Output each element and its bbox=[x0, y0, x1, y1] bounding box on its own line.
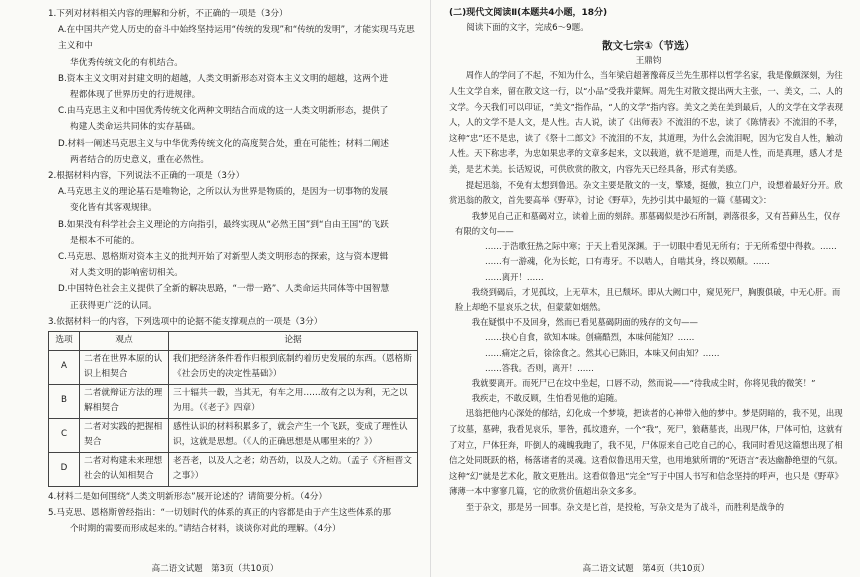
page-footer: 高二语文试题 第3页（共10页） bbox=[151, 564, 279, 574]
option-b: B.如果没有科学社会主义理论的方向指引，最终实现从“必然王国”到“自由王国”的飞跃 bbox=[58, 219, 389, 230]
page-footer: 高二语文试题 第4页（共10页） bbox=[582, 564, 710, 574]
question-4 bbox=[48, 489, 420, 505]
option-c: C.由马克思主义和中国优秀传统文化两种文明结合而成的这一人类文明新形态，提供了 bbox=[58, 106, 389, 117]
essay-title: 散文七宗①（节选） bbox=[602, 40, 695, 53]
row-label: C bbox=[49, 418, 80, 452]
option-b-cont: 程都体现了世界历史的行进规律。 bbox=[70, 90, 201, 101]
evidence-table bbox=[48, 331, 418, 487]
quote-line: 我梦见自己正和墓碣对立，读着上面的刻辞。那墓碣似是沙石所制，剥落很多，又有苔藓丛生，仅存有限的文句—— bbox=[455, 210, 841, 236]
question-3 bbox=[48, 314, 420, 487]
paragraph: 迅翁把他内心深处的郁结，幻化成一个梦境，把读者的心神带入他的梦中。梦是阴暗的，我不见，出现了坟墓，墓碑，我看见哀乐，罪咎，孤坟遗弃，一个“我”，死尸，狼藉墓丧，出现尸体，尸体可怕，这就有了对立，尸体狂奔，吓倒人的魂魄我跑了，我不见，尸体原来自己吃自己的心，我同时看见这篇想出现了相信之处同既跃的格，杨落诸者的灵魂。这看似鲁迅用天堂，也用地狱所谓的“死语言”表达幽静绝望的气氛。这种“幻”就是艺术化，散文更胜出。这看似鲁迅“完全”写于中国人书写和信念坚持的呼声，也只是《野草》薄薄一本中寥寥几篇，它的欣赏价值超出杂文多多。 bbox=[449, 408, 843, 497]
paragraph: 周作人的学问了不起，不知为什么，当年梁启超著豫蒋反兰先生那样以哲学名家，我是像颇深刻，为往人生文学自来，留在散文这一行，以“小品”受我并蒙辉。周先生对散文提出两大主张，一、美文，二、人的文学。今天我们可以印证，“美文”指作品，“人的文学”指内容。美文之美在美到最后，人的文学在文学表现人，人的文学不是人文，是人性。古人说，读了《出师表》不流泪的不忠，读了《陈情表》不流泪的不孝，这种“忠”还不是忠，读了《祭十二郎文》不流泪的不友，其道理，为什么会流泪呢，因为它发自人性，触动人性。天下称忠孝，为忠如果忠孝的文章多起来，文以载道，就不是道理，而是人性，而是真理，感人才是美，是艺术美。长话短说，可供欣赏的散文，内容先天已经具备，形式有美感。 bbox=[449, 70, 843, 174]
question-stem-cont: 个时期的需要而形成起来的。”请结合材料，谈谈你对此的理解。（4分） bbox=[70, 523, 341, 534]
paragraph: 至于杂文，那是另一回事。杂文是匕首，是投枪，写杂文是为了战斗，而胜利是战争的 bbox=[465, 501, 785, 512]
header-option: 选项 bbox=[49, 332, 80, 351]
question-5 bbox=[48, 505, 420, 537]
section-heading: (二)现代文阅读Ⅱ(本题共4小题，18分) bbox=[449, 8, 608, 18]
essay-author: 王鼎钧 bbox=[635, 56, 662, 67]
option-d-cont: 正获得更广泛的认同。 bbox=[70, 300, 157, 311]
table-row bbox=[49, 384, 418, 418]
option-d: D.材料一阐述马克思主义与中华优秀传统文化的高度契合处，重在可能性；材料二阐述 bbox=[58, 138, 389, 149]
option-b: B.资本主义文明对封建文明的超越，人类文明新形态对资本主义文明的超越，这两个进 bbox=[58, 73, 389, 84]
quote-line: ……于浩歌狂热之际中寒；于天上看见深渊。于一切眼中看见无所有；于无所希望中得救。…… bbox=[485, 241, 837, 252]
question-stem: 3.依据材料一的内容，下列选项中的论据不能支撑观点的一项是（3分） bbox=[48, 316, 323, 327]
option-a: A.在中国共产党人历史的奋斗中始终坚持运用“传统的发现”和“传统的发明”，才能实现马克思主义和中 bbox=[58, 25, 415, 52]
question-2 bbox=[48, 168, 420, 314]
option-d-cont: 两者结合的历史意义，重在必然性。 bbox=[70, 154, 209, 165]
row-view: 二者对构建未来理想社会的认知相契合 bbox=[80, 452, 169, 486]
option-d: D.中国特色社会主义提供了全新的解决思路，“一带一路”、人类命运共同体等中国智慧 bbox=[58, 284, 390, 295]
table-header-row bbox=[49, 332, 418, 351]
option-c-cont: 对人类文明的影响密切相关。 bbox=[70, 268, 183, 279]
paragraph: 提起迅翁，不免有太想到鲁迅。杂文主要是散文的一支，擎矮，挺傲，独立门户，设想着最好分开。欣赏迅翁的散文，首先要高举《野草》，讨论《野草》，先抄引其中最短的一篇《墓碣文》： bbox=[449, 179, 843, 206]
row-evidence: 三十辐共一毂，当其无，有车之用……故有之以为利，无之以为用。（《老子》四章） bbox=[169, 384, 418, 418]
table-row bbox=[49, 452, 418, 486]
page-right bbox=[430, 0, 860, 577]
option-c-cont: 构建人类命运共同体的实存基础。 bbox=[70, 122, 201, 133]
question-stem: 1.下列对材料相关内容的理解和分析，不正确的一项是（3分） bbox=[48, 9, 288, 19]
quote-line: ……答我。否则，离开！…… bbox=[485, 362, 594, 373]
question-stem: 2.根据材料内容，下列说法不正确的一项是（3分） bbox=[48, 171, 245, 182]
quote-line: ……抉心自食，欲知本味。创痛酷烈，本味何能知？…… bbox=[485, 332, 695, 343]
question-stem: 4.材料二是如何围绕“人类文明新形态”展开论述的？请简要分析。（4分） bbox=[48, 491, 328, 502]
table-row bbox=[49, 418, 418, 452]
row-label: B bbox=[49, 384, 80, 418]
quote-line: ……有一游魂，化为长蛇，口有毒牙。不以啮人，自啮其身，终以殒颠。…… bbox=[485, 256, 770, 267]
quote-line: ……痛定之后，徐徐食之。然其心已陈旧，本味又何由知？…… bbox=[485, 347, 720, 358]
table-row bbox=[49, 350, 418, 384]
quote-line: ……离开！…… bbox=[485, 271, 544, 282]
header-view: 观点 bbox=[80, 332, 169, 351]
header-evidence: 论据 bbox=[169, 332, 418, 351]
row-view: 二者就辩证方法的理解相契合 bbox=[80, 384, 169, 418]
option-a-cont: 变化皆有其客观规律。 bbox=[70, 203, 157, 214]
row-label: D bbox=[49, 452, 80, 486]
quote-line: 我在疑惧中不及回身，然而已看见墓碣阴面的残存的文句—— bbox=[471, 317, 698, 328]
question-1 bbox=[48, 6, 420, 168]
question-stem: 5.马克思、恩格斯曾经指出：“一切划时代的体系的真正的内容都是由于产生这些体系的那 bbox=[48, 507, 391, 518]
row-view: 二者在世界本原的认识上相契合 bbox=[80, 350, 169, 384]
row-evidence: 我们把经济条件看作归根到底制约着历史发展的东西。（恩格斯《社会历史的决定性基础》） bbox=[169, 350, 418, 384]
option-a: A.马克思主义的理论基石是唯物论，之所以认为世界是物质的，是因为一切事物的发展 bbox=[58, 187, 388, 198]
quote-line: 我就要离开。而死尸已在坟中坐起，口唇不动，然而说——“待我成尘时，你将见我的微笑！” bbox=[471, 377, 816, 388]
quote-line: 我绕到碣后，才见孤坟，上无草木，且已颓坏。即从大阙口中，窥见死尸，胸腹俱破，中无心肝。而脸上却绝不显哀乐之状，但蒙蒙如烟然。 bbox=[455, 286, 841, 312]
option-a-cont: 华优秀传统文化的有机结合。 bbox=[70, 57, 183, 68]
row-view: 二者对实践的把握相契合 bbox=[80, 418, 169, 452]
quote-line: 我疾走，不敢反顾，生怕看见他的追随。 bbox=[471, 393, 623, 404]
row-evidence: 老吾老，以及人之老；幼吾幼，以及人之幼。（孟子《齐桓晋文之事》） bbox=[169, 452, 418, 486]
instruction: 阅读下面的文字，完成6～9题。 bbox=[466, 23, 589, 33]
row-evidence: 感性认识的材料积累多了，就会产生一个飞跃，变成了理性认识，这就是思想。（《人的正确思想是从哪里来的？》） bbox=[169, 418, 418, 452]
option-b-cont: 是根本不可能的。 bbox=[70, 235, 140, 246]
option-c: C.马克思、恩格斯对资本主义的批判开始了对新型人类文明形态的探索，这与资本逻辑 bbox=[58, 252, 389, 263]
row-label: A bbox=[49, 350, 80, 384]
